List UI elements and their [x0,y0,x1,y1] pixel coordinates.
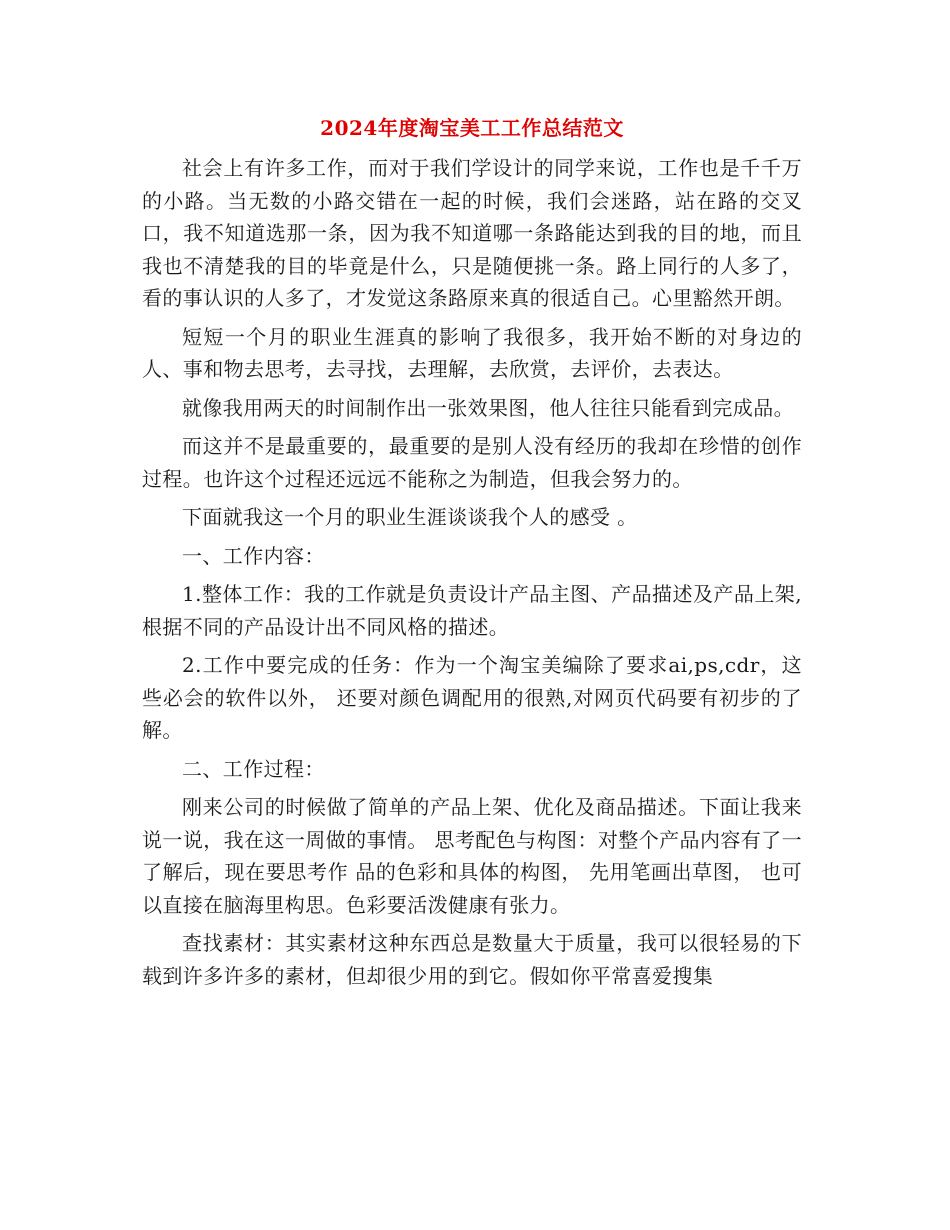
section-heading-work-process: 二、工作过程： [182,756,325,781]
paragraph-3: 就像我用两天的时间制作出一张效果图，他人往往只能看到完成品。 [182,395,794,420]
paragraph-4: 而这并不是最重要的，最重要的是别人没有经历的我却在珍惜的创作过程。也许这个过程还远远不能称之为制造，但我会努力的。 [142,434,802,491]
paragraph-1: 社会上有许多工作，而对于我们学设计的同学来说，工作也是千千万的小路。当无数的小路交错在一起的时候，我们会迷路，站在路的交叉口，我不知道选那一条，因为我不知道哪一条路能达到我的目的地，而且我也不清楚我的目的毕竟是什么，只是随便挑一条。路上同行的人多了，看的事认识的人多了，才发觉这条路原来真的很适自己。心里豁然开朗。 [142,156,802,310]
paragraph-8: 刚来公司的时候做了简单的产品上架、优化及商品描述。下面让我来说一说，我在这一周做的事情。 思考配色与构图：对整个产品内容有了一了解后，现在要思考作 品的色彩和具体的构图， 先用笔画出草图， 也可以直接在脑海里构思。色彩要活泼健康有张力。 [142,795,802,917]
paragraph-5: 下面就我这一个月的职业生涯谈谈我个人的感受 。 [182,505,638,529]
paragraph-2: 短短一个月的职业生涯真的影响了我很多，我开始不断的对身边的人、事和物去思考，去寻找，去理解，去欣赏，去评价，去表达。 [142,324,802,381]
section-heading-work-content: 一、工作内容： [182,543,325,568]
document-title: 2024年度淘宝美工工作总结范文 [320,116,624,140]
paragraph-7: 2.工作中要完成的任务：作为一个淘宝美编除了要求ai,ps,cdr，这些必会的软件以外， 还要对颜色调配用的很熟,对网页代码要有初步的了解。 [142,653,802,742]
paragraph-6: 1.整体工作：我的工作就是负责设计产品主图、产品描述及产品上架,根据不同的产品设计出不同风格的描述。 [142,582,802,639]
paragraph-9: 查找素材：其实素材这种东西总是数量大于质量，我可以很轻易的下载到许多许多的素材，但却很少用的到它。假如你平常喜爱搜集 [142,931,802,988]
document-page [142,108,802,998]
